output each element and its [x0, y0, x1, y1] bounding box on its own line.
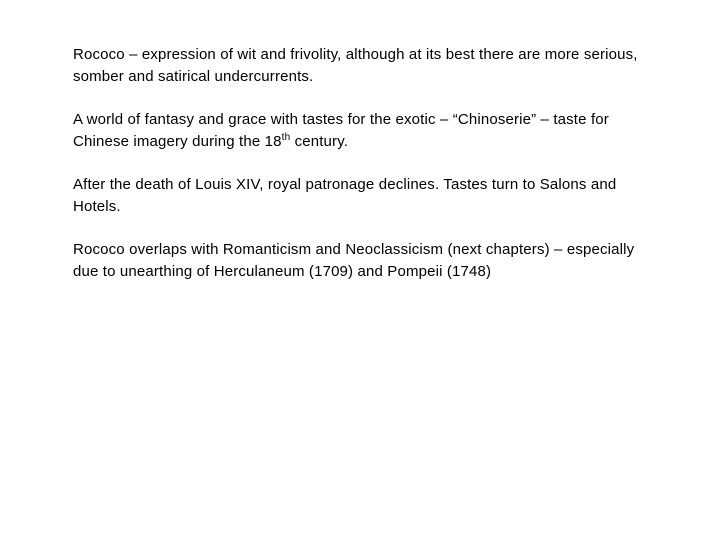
paragraph-patronage: After the death of Louis XIV, royal patronage declines. Tastes turn to Salons and Hotels.	[73, 176, 617, 215]
paragraph-chinoiserie-text: A world of fantasy and grace with tastes for the exotic – “Chinoserie” – taste for Chinese imagery during the 18	[73, 111, 609, 150]
ordinal-superscript: th	[281, 132, 291, 143]
paragraph-overlaps: Rococo overlaps with Romanticism and Neoclassicism (next chapters) – especially due to unearthing of Herculaneum (1709) and Pompeii (1748)	[73, 241, 635, 280]
paragraph-chinoiserie	[73, 109, 643, 153]
paragraph-rococo-definition: Rococo – expression of wit and frivolity, although at its best there are more serious, somber and satirical undercurrents.	[73, 46, 638, 85]
paragraph-chinoiserie-end: century.	[290, 133, 349, 150]
slide-body	[73, 44, 643, 304]
